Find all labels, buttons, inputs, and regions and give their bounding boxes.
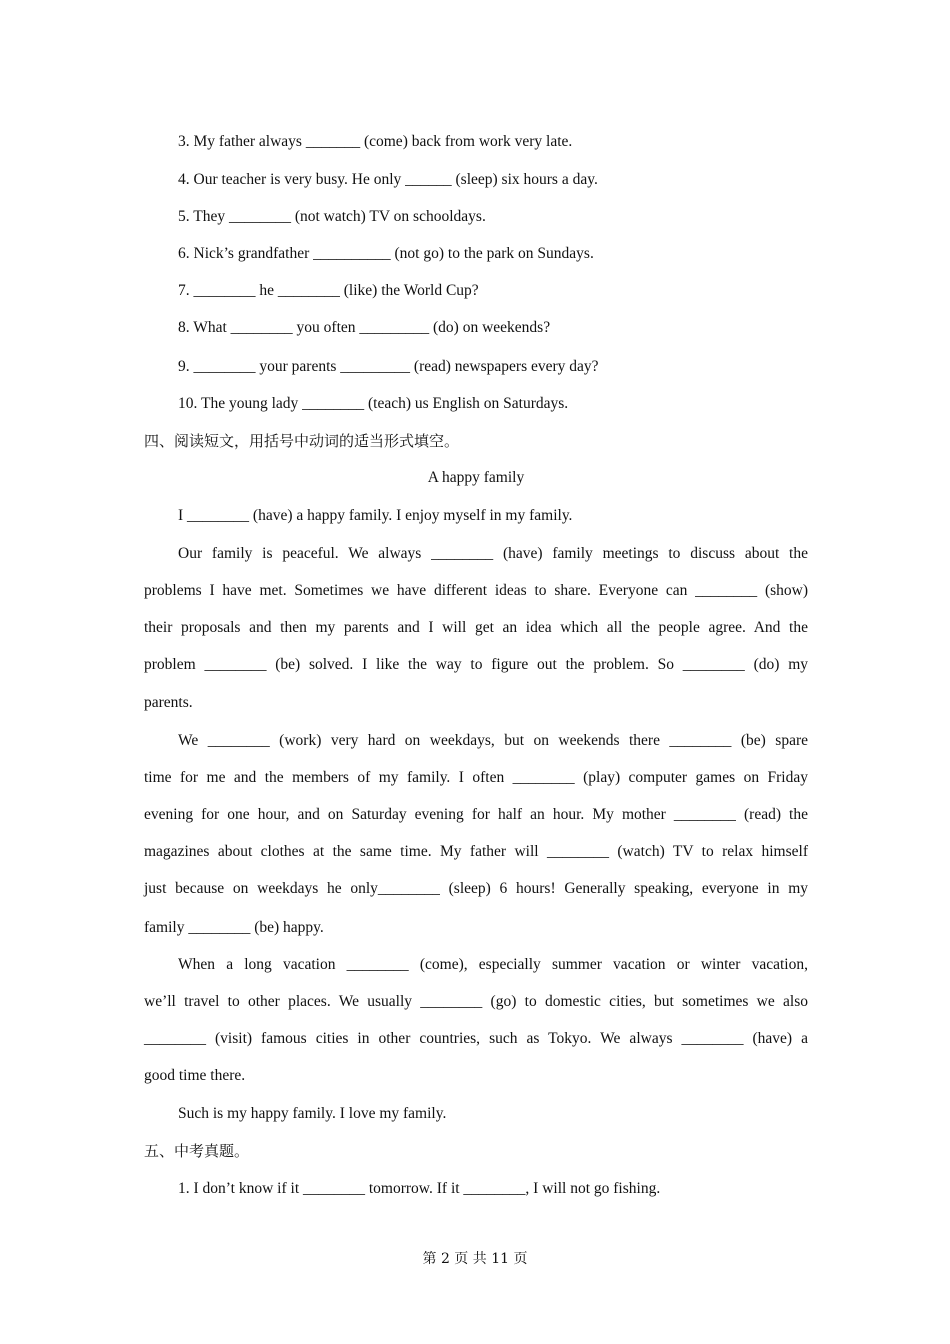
passage-line: I ________ (have) a happy family. I enjoy myself in my family.	[178, 507, 573, 524]
exercise-item-6: 6. Nick’s grandfather __________ (not go) to the park on Sundays.	[178, 245, 594, 262]
passage-line: When a long vacation ________ (come), especially summer vacation or winter vacation,	[178, 956, 808, 973]
passage-line: just because on weekdays he only________ (sleep) 6 hours! Generally speaking, everyone in my	[144, 880, 808, 897]
exercise-item-8: 8. What ________ you often _________ (do) on weekends?	[178, 319, 551, 336]
passage-line: Our family is peaceful. We always ________ (have) family meetings to discuss about the	[178, 545, 808, 562]
passage-line: We ________ (work) very hard on weekdays, but on weekends there ________ (be) spare	[178, 732, 808, 749]
exercise-item-10: 10. The young lady ________ (teach) us English on Saturdays.	[178, 395, 569, 412]
passage-line: time for me and the members of my family. I often ________ (play) computer games on Friday	[144, 769, 808, 786]
passage-line: magazines about clothes at the same time. My father will ________ (watch) TV to relax himself	[144, 843, 808, 860]
exercise-item-5: 5. They ________ (not watch) TV on schooldays.	[178, 208, 486, 225]
exercise-item-3: 3. My father always _______ (come) back from work very late.	[178, 133, 573, 150]
passage-line: family ________ (be) happy.	[144, 919, 324, 936]
exam-question-1: 1. I don’t know if it ________ tomorrow. If it ________, I will not go fishing.	[178, 1180, 661, 1197]
passage-line: we’ll travel to other places. We usually ________ (go) to domestic cities, but sometimes we also	[144, 993, 808, 1010]
passage-title: A happy family	[427, 469, 525, 486]
passage-line: evening for one hour, and on Saturday evening for half an hour. My mother ________ (read) the	[144, 806, 808, 823]
page-footer: 第 2 页 共 11 页	[422, 1251, 528, 1267]
passage-line: problem ________ (be) solved. I like the way to figure out the problem. So ________ (do) my	[144, 656, 808, 673]
passage-line: problems I have met. Sometimes we have different ideas to share. Everyone can ________ (show)	[144, 582, 808, 599]
passage-line: good time there.	[144, 1067, 246, 1084]
section-4-heading: 四、阅读短文，用括号中动词的适当形式填空。	[144, 432, 460, 450]
passage-line: ________ (visit) famous cities in other countries, such as Tokyo. We always ________ (have) a	[144, 1030, 808, 1047]
exercise-item-9: 9. ________ your parents _________ (read) newspapers every day?	[178, 358, 599, 375]
passage-line: their proposals and then my parents and I will get an idea which all the people agree. And the	[144, 619, 808, 636]
exercise-item-7: 7. ________ he ________ (like) the World Cup?	[178, 282, 479, 299]
passage-line: Such is my happy family. I love my family.	[178, 1105, 447, 1122]
passage-line: parents.	[144, 694, 193, 711]
exercise-item-4: 4. Our teacher is very busy. He only ______ (sleep) six hours a day.	[178, 171, 598, 188]
section-5-heading: 五、中考真题。	[144, 1142, 250, 1160]
